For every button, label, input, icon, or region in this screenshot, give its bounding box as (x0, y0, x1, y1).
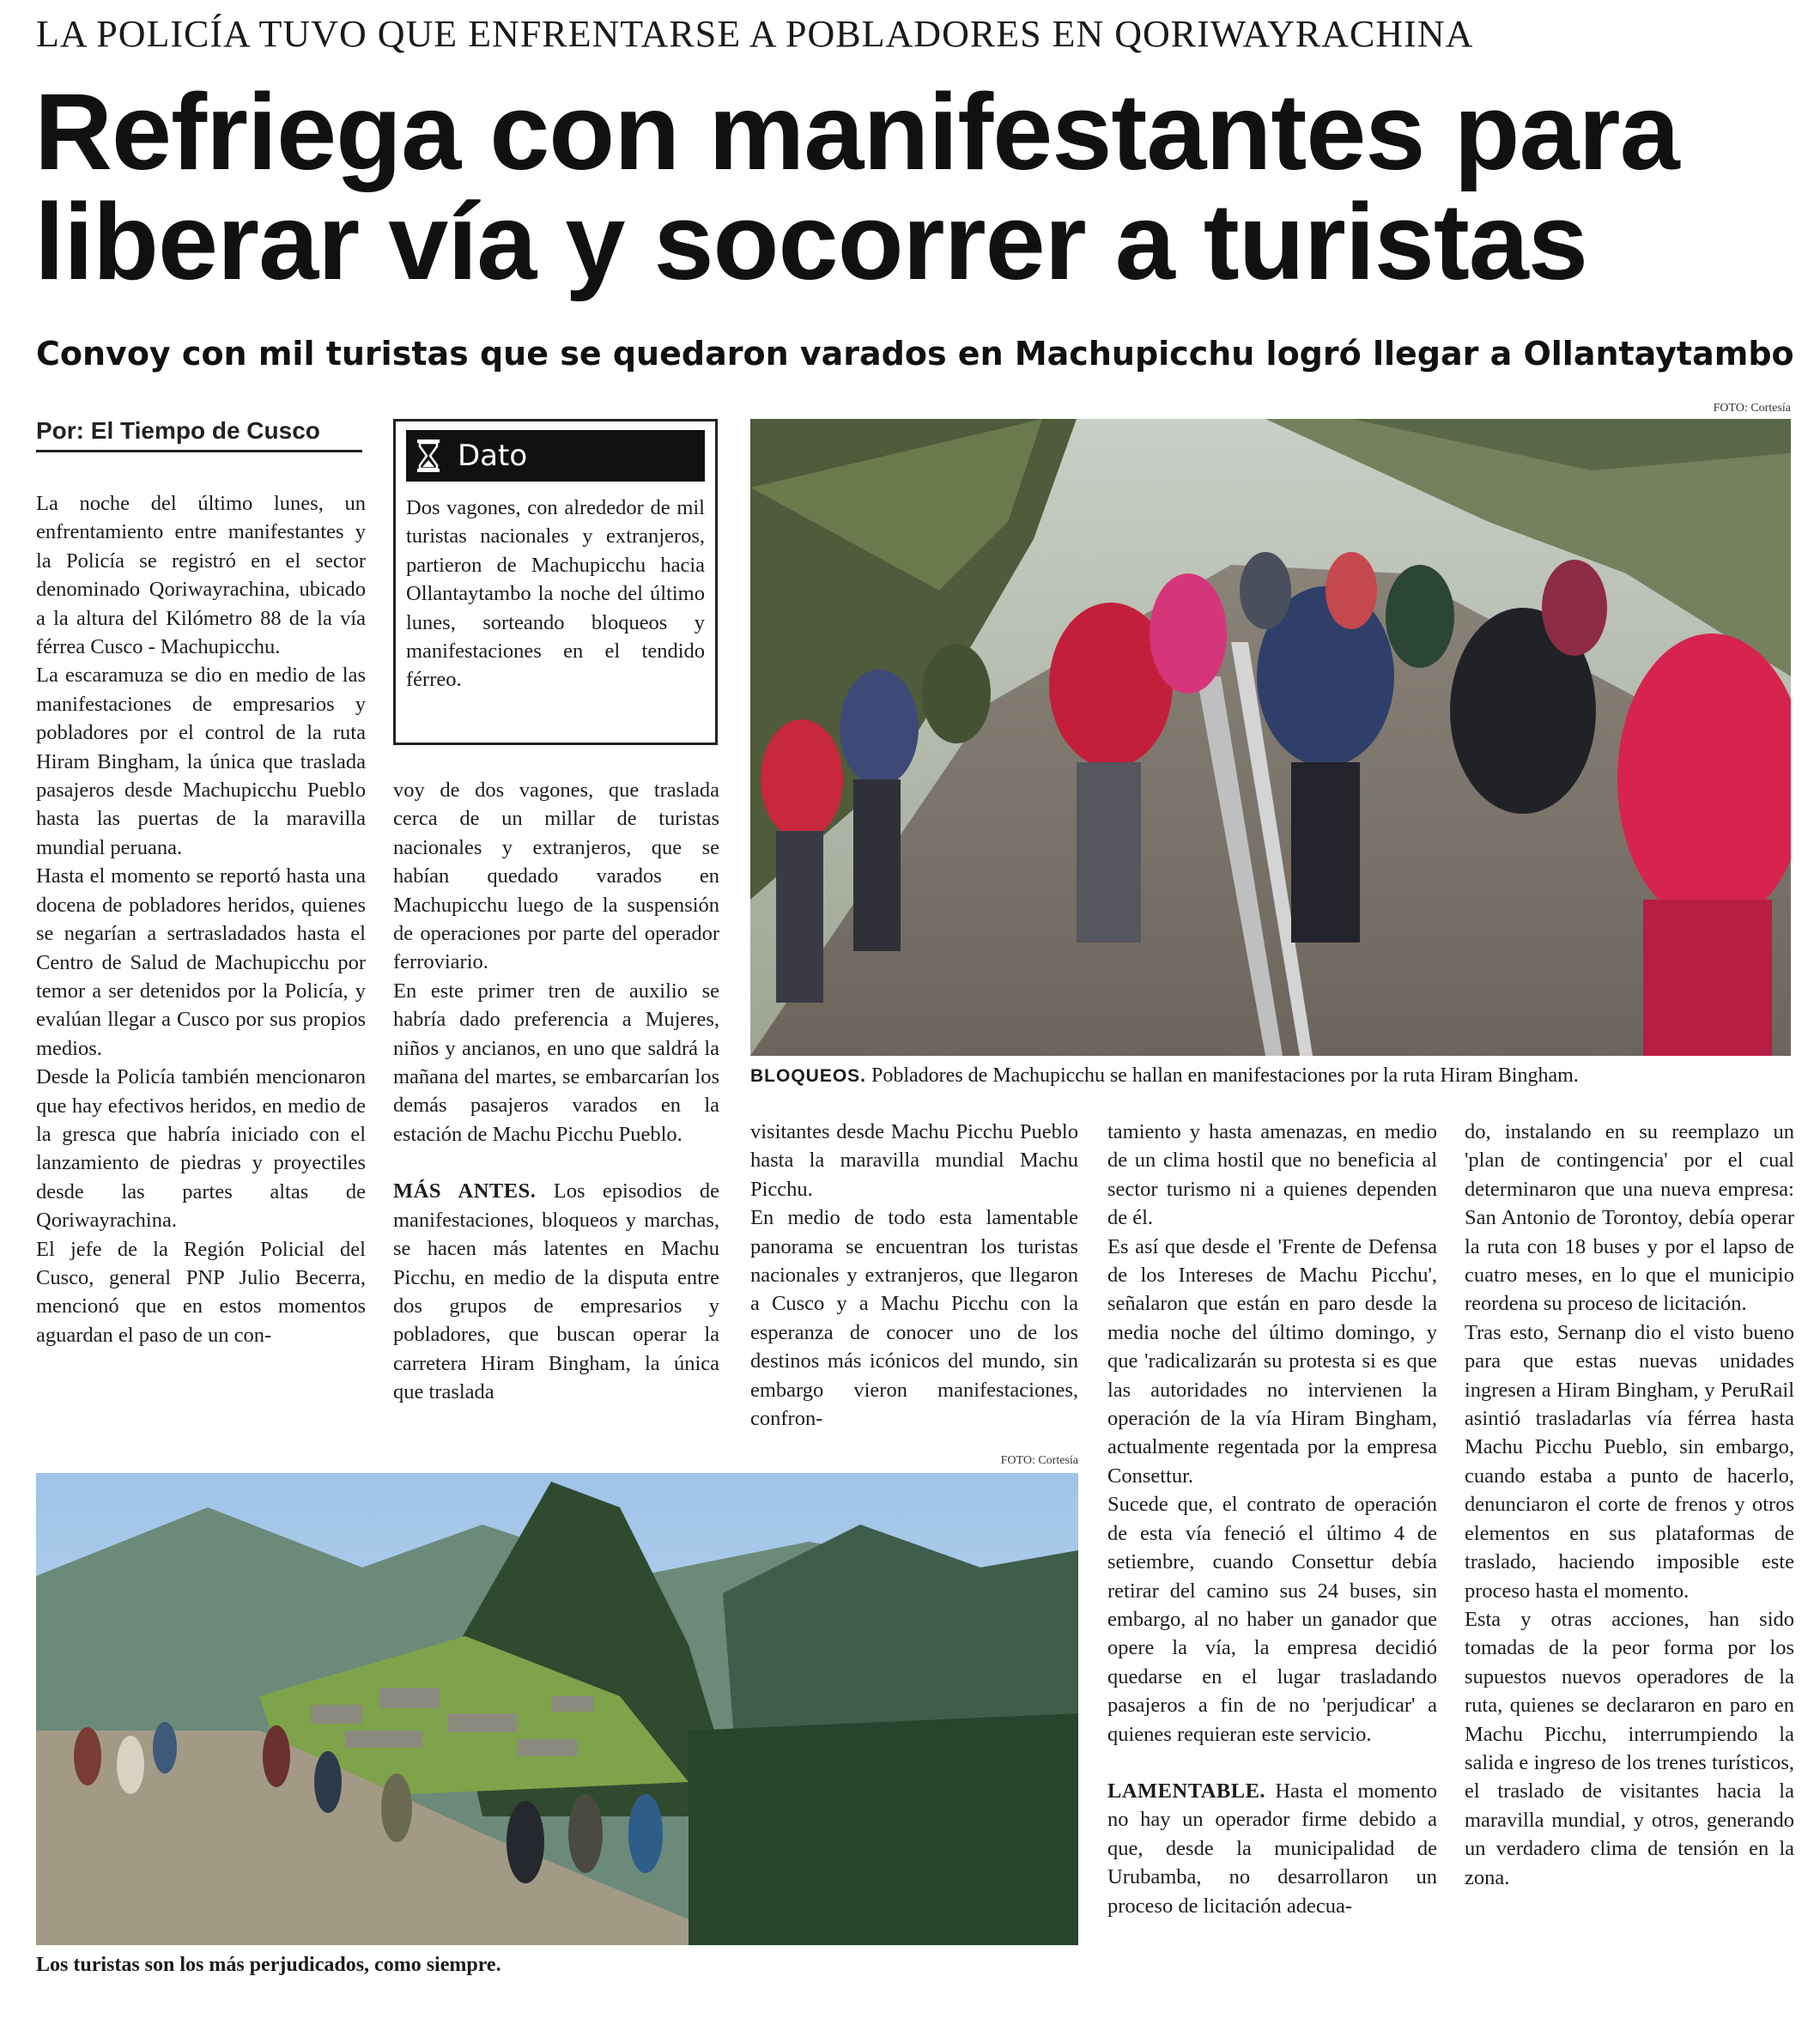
hourglass-icon (411, 430, 446, 482)
caption-label: BLOQUEOS. (750, 1066, 867, 1086)
paragraph: En medio de todo esta lamentable panorama se encuentran los turistas nacionales y extranjeros, que llegaron a Cusco y a Machu Picchu con la esperanza de conocer uno de los destinos más icónicos del mundo, sin embargo vieron manifestaciones, confron- (750, 1206, 1078, 1431)
paragraph: Hasta el momento se reportó hasta una docena de pobladores heridos, quienes se negarían a sertrasladados hasta el Centro de Salud de Machupicchu por temor a ser detenidos por la Policía, y evalúan llegar a Cusco por sus propios medios. (36, 864, 366, 1060)
paragraph: Tras esto, Sernanp dio el visto bueno para que estas nuevas unidades ingresen a Hiram Bingham, y PeruRail asintió trasladarlas vía férrea hasta Machu Picchu Pueblo, sin embargo, cuando estaba a punto de hacerlo, denunciaron el corte de frenos y otros elementos en sus plataformas de traslado, haciendo imposible este proceso hasta el momento. (1465, 1320, 1794, 1603)
paragraph: La noche del último lunes, un enfrentamiento entre manifestantes y la Policía se registró en el sector denominado Qoriwayrachina, ubicado a la altura del Kilómetro 88 de la vía férrea Cusco - Machupicchu. (36, 492, 366, 659)
paragraph: Desde la Policía también mencionaron que hay efectivos heridos, en medio de la gresca que habría iniciado con el lanzamiento de piedras y proyectiles desde las partes altas de Qoriwayrachina. (36, 1065, 366, 1233)
photo-credit: FOTO: Cortesía (1713, 402, 1791, 415)
paragraph: Es así que desde el 'Frente de Defensa de los Intereses de Machu Picchu', señalaron que están en paro desde la media noche del último domingo, y que 'radicalizarán su protesta si es que las autoridades no intervienen la operación de la vía Hiram Bingham, actualmente regentada por la empresa Consettur. (1107, 1234, 1437, 1488)
dato-box (393, 419, 718, 745)
headline-line-1: Refriega con manifestantes para (34, 71, 1679, 192)
column-1 (36, 489, 366, 1349)
paragraph: La escaramuza se dio en medio de las manifestaciones de empresarios y pobladores por el control de la ruta Hiram Bingham, la única que traslada pasajeros desde Machupicchu Pueblo hasta las puertas de la maravilla mundial peruana. (36, 664, 366, 859)
paragraph: do, instalando en su reemplazo un 'plan de contingencia' por el cual determinaron que una nueva empresa: San Antonio de Torontoy, debía operar la ruta con 18 buses y por el lapso de cuatro meses, en lo que el municipio reordena su proceso de licitación. (1465, 1120, 1794, 1316)
kicker: LA POLICÍA TUVO QUE ENFRENTARSE A POBLADORES EN QORIWAYRACHINA (36, 13, 1474, 55)
photo-caption: Los turistas son los más perjudicados, como siempre. (36, 1954, 501, 1976)
section-lead: LAMENTABLE. (1107, 1779, 1266, 1803)
section-text: Los episodios de manifestaciones, bloqueos y marchas, se hacen más latentes en Machu Picchu, en medio de la disputa entre dos grupos de empresarios y pobladores, que buscan operar la carretera Hiram Bingham, la única que traslada (393, 1179, 719, 1404)
dato-header (406, 430, 705, 482)
column-4 (1107, 1118, 1437, 1920)
photo-credit: FOTO: Cortesía (1000, 1454, 1078, 1467)
paragraph: En este primer tren de auxilio se habría dado preferencia a Mujeres, niños y ancianos, en uno que saldrá la mañana del martes, se embarcarían los demás pasajeros varados en la estación de Machu Picchu Pueblo. (393, 979, 719, 1146)
subheadline: Convoy con mil turistas que se quedaron varados en Machupicchu logró llegar a Ollantaytambo (36, 335, 1794, 373)
photo-caption (750, 1064, 1791, 1088)
paragraph (1107, 1777, 1437, 1920)
machu-picchu-photo (36, 1473, 1078, 1945)
caption-text: Pobladores de Machupicchu se hallan en manifestaciones por la ruta Hiram Bingham. (866, 1064, 1579, 1087)
paragraph: voy de dos vagones, que traslada cerca de un millar de turistas nacionales y extranjeros, que se habían quedado varados en Machupicchu luego de la suspensión de operaciones por parte del operador ferroviario. (393, 779, 719, 974)
paragraph: tamiento y hasta amenazas, en medio de un clima hostil que no beneficia al sector turismo ni a quienes dependen de él. (1107, 1120, 1437, 1230)
section-text: Hasta el momento no hay un operador firme debido a que, desde la municipalidad de Urubamba, no desarrollaron un proceso de licitación adecua- (1107, 1779, 1437, 1918)
paragraph: El jefe de la Región Policial del Cusco, general PNP Julio Becerra, mencionó que en estos momentos aguardan el paso de un con- (36, 1237, 366, 1347)
column-3 (750, 1118, 1078, 1433)
column-5 (1465, 1118, 1794, 1892)
headline (34, 71, 1803, 302)
paragraph: Esta y otras acciones, han sido tomadas de la peor forma por los supuestos nuevos operadores de la ruta, quienes se declararon en paro en Machu Picchu, interrumpiendo la salida e ingreso de los trenes turísticos, el traslado de visitantes hacia la maravilla mundial, y otros, generando un verdadero clima de tensión en la zona. (1465, 1607, 1794, 1889)
section-lead: MÁS ANTES. (393, 1179, 537, 1203)
paragraph: Sucede que, el contrato de operación de esta vía feneció el último 4 de setiembre, cuando Consettur debía retirar del camino sus 24 buses, sin embargo, al no haber un ganador que opere la vía, la empresa decidió quedarse en el lugar trasladando pasajeros a fin de no 'perjudicar' a quienes requieran este servicio. (1107, 1493, 1437, 1746)
headline-line-2: liberar vía y socorrer a turistas (34, 181, 1587, 302)
column-2 (393, 776, 719, 1407)
paragraph (393, 1177, 719, 1406)
paragraph: visitantes desde Machu Picchu Pueblo hasta la maravilla mundial Machu Picchu. (750, 1120, 1078, 1201)
dato-title: Dato (458, 439, 528, 473)
dato-text: Dos vagones, con alrededor de mil turistas nacionales y extranjeros, partieron de Machupicchu hacia Ollantaytambo la noche del último lunes, sorteando bloqueos y manifestaciones en el tendido férreo. (406, 496, 705, 692)
byline: Por: El Tiempo de Cusco (36, 417, 362, 452)
protest-photo (750, 419, 1791, 1056)
